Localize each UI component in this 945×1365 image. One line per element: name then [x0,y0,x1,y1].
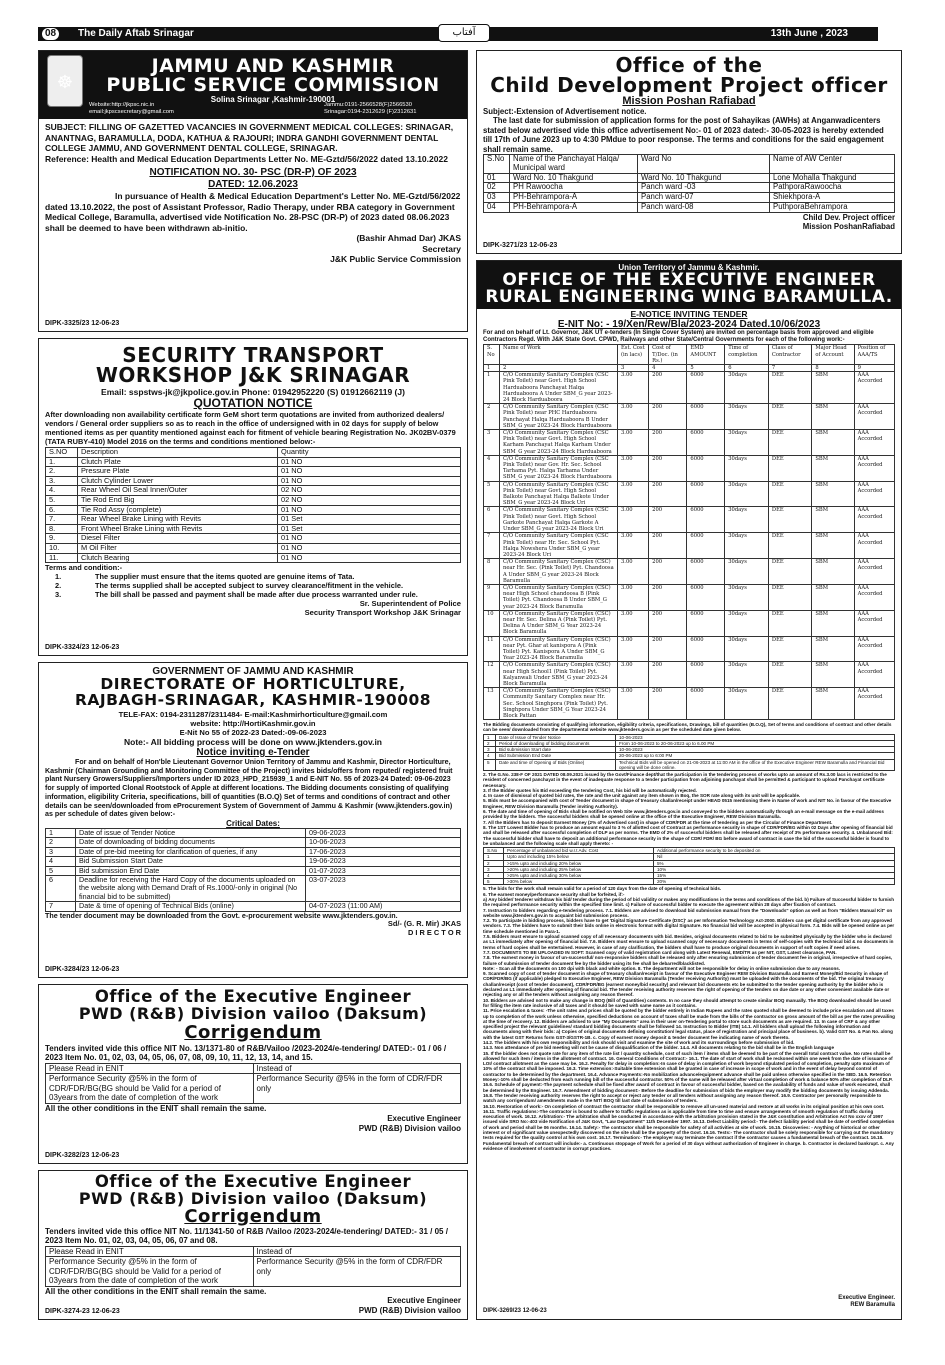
table-row: 5. Tie Rod End Big 02 NO [46,495,461,505]
critical-dates-title: Critical Dates: [226,818,280,828]
jkpsc-body: In pursuance of Health & Medical Education Department's Letter No. ME-Gztd/56/2022 dated 13.10.2022, the post of Assistant Professor, Radio Therapy, under RBA category in Government Medical College, Baramulla, advertised vide Notification No. 28-PSC (DR-P) of 2023 dated 08.06.2023 shall be deemed to have been withdrawn ab-initio. [45,191,461,233]
rew-clause: 7.7. DOCUMENTS TO BE UPLOADED IN SOFT: Scanned copy of valid registration card along with Latest Renewal, EMD/TR as per NIT, GST, Latest clearance, PAN. [483,949,837,955]
horti-note: Note:- All bidding process will be done on www.jktenders.gov.in [123,737,382,747]
rew-notice-title: E-NOTICE INVITING TENDER [630,309,748,319]
pwd2-signatory: Executive Engineer [387,1296,461,1305]
table-row: 03 PH-Behrampora-A Panch ward-07 Shiekhpora-A [484,193,895,203]
cdpo-title-3: Mission Poshan Rafiabad [622,95,756,107]
issue-date: 13th June , 2023 [770,28,848,39]
rew-clause: 8. The 1ST Lowest Bidder has to produce an amount equal to 3 % of allotted cost of Contract as performance security in shape of CDR/FDR/BG within 02 Days after opening of financial bid and shall be released after successful completion of DLP as per norms. The EMD of 2% of successful bidders shall be released after receipt of 3% performance security. 4. Unbalanced Bid: [483,824,893,836]
term-2: The terms supplied shall be accepted subject to survey clearance/fitment in the vehicle. [95,581,404,591]
table-row: 4 C/O Community Sanitary Complex (CSC Pink Toilet) near Gov. Hr. Sec. School Tarhama Pyt. Halqa Tarhama Under SBM_G year 2023-24 Block Harduaboora 3.00 200 6000 30days DEE SBM AAA Accorded [484,455,895,481]
jkpsc-notice [38,50,468,332]
pwd-corrigendum-2 [38,1170,468,1320]
rew-clause: 4. In case of dismissal of quoted bid rates, the rate and the unit against any item shown in Boq, the SOR rate along with its unit will be applicable. [483,793,801,799]
rew-clause: 7.2. To participate in bidding process, bidders have to get 'Digital Signature Certificate (DSC)' as per Information Technology Act-2000. Bidders can get digital certificate from any approved vendors. 7.3. The bidders have to submit their bids online in electronic format with digital Signature. No financial bid will be accepted in physical form. 7.4. Bids will be opened online as per time schedule mentioned in Para-1. [483,918,895,934]
works-table: S. No Name of Work Est. Cost (in lacs) Cost of T/Doc. (in Rs.) EMD AMOUNT Time of completion Class of Contractor Major Head of Account Position of AAA/TS 1 2 3 4 5 6 7 8 9 1 C/O Community Sanitary Complex (CSC Pink Toilet) near Govt. High School Harduaboora Panchayat Halqa Harduaboora A Under SBM_G year 2023-24 Block Harduaboora 3.00 200 6000 30days DEE SBM AAA Accorded 2 C/O Community Sanitary Complex (CSC Pink Toilet) near PHC Harduaboora Panchayat Halqa Harduaboora B Under SBM_G year 2023-24 Block Harduaboora 3.00 200 6000 30days DEE SBM AAA Accorded 3 C/O Community Sanitary Complex (CSC Pink Toilet) near Govt. High School Karham Panchayat Halqa Karham Under SBM_G year 2023-24 Block Harduaboora 3.00 200 6000 30days DEE SBM AAA Accorded 4 C/O Community Sanitary Complex (CSC Pink Toilet) near Gov. Hr. Sec. School Tarhama Pyt. Halqa Tarhama Under SBM_G year 2023-24 Block Harduaboora 3.00 200 6000 30days DEE SBM AAA Accorded 5 C/O Community Sanitary Complex (CSC Pink Toilet) near Govt. High School Balkote Panchayat Halqa Balkote Under SBM_G year 2023-24 Block Uri 3.00 200 6000 30days DEE SBM AAA Accorded 6 C/O Community Sanitary Complex (CSC Pink Toilet) near Govt. High School Garkote Panchayat Halqa Garkote A Under SBM_G year 2023-24 Block Uri 3.00 200 6000 30days DEE SBM AAA Accorded 7 C/O Community Sanitary Complex (CSC Pink Toilet) near Hr. Sec. School Pyt. Halqa Nowshera Under SBM_G year 2023-24 Block Uri 3.00 200 6000 30days DEE SBM AAA Accorded 8 C/O Community Sanitary Complex (CSC) near Hr. Sec. (Pink Toilet) Pyt. Chandoosa A Under SBM_G year 2023-24 Block Baramulla 3.00 200 6000 30days DEE SBM AAA Accorded 9 C/O Community Sanitary Complex (CSC) near High School chandoosa B (Pink Toilet) Pyt. Chandoosa B Under SBM_G year 2023-24 Block Baramulla 3.00 200 6000 30days DEE SBM AAA Accorded 10 C/O Community Sanitary Complex (CSC) near Hr. Sec. Delina A (Pink Toilet) Pyt. Delina A Under SBM_G Year 2023-24 Block Baramulla 3.00 200 6000 30days DEE SBM AAA Accorded 11 C/O Community Sanitary Complex (CSC) near Pyt. Ghar at kanispora A (Pink Toilet) Pyt. Kanispora A Under SBM_G Year 2023-24 Block Baramulla 3.00 200 6000 30days DEE SBM AAA Accorded 12 C/O Community Sanitary Complex (CSC) near High School1 (Pink Toilet) Pyt. Kalyanwali Under SBM_G year 2023-24 Block Baramulla 3.00 200 6000 30days DEE SBM AAA Accorded 13 C/O Community Sanitary Complex (CSC) Community Sanitary Complex near Hr. Sec. School Singhpora (Pink Toilet) Pyt. Singhpora Under SBM_G Year 2023-24 Block Pattan 3.00 200 6000 30days DEE SBM AAA Accorded [483,344,895,720]
critical-dates-table [45,828,461,912]
table-row: 6. Tie Rod Assy (complete) 01 NO [46,505,461,515]
dipk-code: DIPK-3284/23 12-06-23 [45,966,120,973]
horti-body: For and on behalf of Hon'ble Lieutenant Governor Union Territory of Jammu and Kashmir, Director Horticulture, Kashmir (Chairman Grounding and Monitoring Committee of the Project) invites bids/offers from reputed/ registered fruit plant Nursery Growers/Suppliers/Importers under ID 2023_HPD_215939_1 and E-NIT No. 55 of 2023-24 Dated: 09-06-2023 for supply of imported Clonal Rootstock of Apple at different locations. The Bidding documents consisting of qualifying information, eligibility Criteria, specifications, bill of quantities (B.O.Q) Set of terms and conditions of contract and other details can be seen/downloaded from eProcurement System of Government of Jammu & Kashmir (www.jktenders.gov.in) as per schedule of dates given below:- [45,758,453,819]
pwd1-table [45,1063,461,1104]
term-1: The supplier must ensure that the items quoted are genuine items of Tata. [95,572,355,582]
pwd1-office: PWD (R&B) Division vailoo [358,1123,461,1133]
col-est-cost: Est. Cost (in lacs) [618,345,649,365]
col-class: Class of Contractor [768,345,811,365]
table-row: 3 Date of pre-bid meeting for clarification of queries, if any 17-06-2023 [46,847,461,856]
col-panchayat: Name of the Panchayat Halqa/ Municipal ward [510,155,638,174]
col-aw-center: Name of AW Center [770,155,895,174]
col-sno: S.NO [46,448,78,458]
table-row: 3 >20% upto and including 25% below 10% [484,866,895,872]
horti-telefax: TELE-FAX: 0194-2311287/2311484- E-mail:Kashmirhorticulture@gmail.com [118,710,388,719]
jkpsc-designation: Secretary [422,243,461,254]
publication-name: The Daily Aftab Srinagar [78,28,194,39]
aw-center-table [483,154,895,213]
horti-signatory: Sd/- (G. R. Mir) JKAS [387,919,461,929]
cdpo-signatory: Child Dev. Project officer [802,212,895,222]
jkpsc-title-2: PUBLIC SERVICE COMMISSION [106,74,440,96]
pwd2-table [45,1246,461,1287]
table-row: 1 Date of issue of Tender Notice 09-06-2023 [46,828,461,837]
rew-title-1: OFFICE OF THE EXECUTIVE ENGINEER [502,270,876,290]
rew-clause: Note: - Scan all the documents on 100 dpi with black and white option. 8. The department will not be responsible for delay in online submission due to any reasons. [483,965,841,971]
col-name-of-work: Name of Work [500,345,618,365]
pwd-corrigendum-1 [38,984,468,1164]
newspaper-logo: آفتاب [438,24,490,42]
col-description: Description [78,448,278,458]
rew-clause: 15. If the bidder does not quote rate for any item of the rate list / quantity schedule, cost of such item / items shall be deemed to be part of the overall total contract value. No rates shall be allowed for such item / items in the allotment of contract. 16. General Conditions of Contract:- 16.1. The date of start of work shall be reckoned within one week from the date of issuance of LOI/ contract allotment as the case may be. 16.2. Penalty for delay in completion:-In case of delay in completion of work beyond stipulated period of completion, penalty upto maximum of 10% of the contract shall be imposed. 16.3. Time extension:-Suitable time extension shall be granted in case of increase in scope of work and in the event of delay beyond control of contractor to be determined by the department. 16.4. Advance Payments:-No mobilization advance/equipment advance shall be paid unless otherwise specified in the SBD. 16.5. Retention Money:-10% shall be deducted from each running bill of the successful contractor. 50% of the same will be released after virtual completion of work & balance 50% after completion of DLP. 16.6. Schedule of payment:-The payment schedule shall be fixed after award of contract in favour of successful bidder, based on the availability of funds and value of work executed, shall be determined by the Engineer. 16.7. Amendment of bidding document:- Before the deadline for submission of bids the employer may modify the bidding documents by issuing Addenda. 16.8. The tender receiving authority reserves the right to accept or reject any tender or all tenders without assigning any reason thereof. 16.9. Contractor per personally responsible to watch any corrigendum/ amendments made in the NIT/ BOQ till last date of submission of tenders. [483,1050,893,1104]
cdpo-office: Mission PoshanRafiabad [802,222,895,232]
table-row: 5 C/O Community Sanitary Complex (CSC Pink Toilet) near Govt. High School Balkote Panchayat Halqa Balkote Under SBM_G year 2023-24 Block Uri 3.00 200 6000 30days DEE SBM AAA Accorded [484,481,895,507]
table-row: 7 C/O Community Sanitary Complex (CSC Pink Toilet) near Hr. Sec. School Pyt. Halqa Nowshera Under SBM_G year 2023-24 Block Uri 3.00 200 6000 30days DEE SBM AAA Accorded [484,533,895,559]
rew-terms [477,722,901,1151]
table-row: 12 C/O Community Sanitary Complex (CSC) near High School1 (Pink Toilet) Pyt. Kalyanwali Under SBM_G year 2023-24 Block Baramulla 3.00 200 6000 30days DEE SBM AAA Accorded [484,662,895,688]
jkpsc-office: J&K Public Service Commission [330,254,461,264]
table-row: 11 C/O Community Sanitary Complex (CSC) near Pyt. Ghar at kanispora A (Pink Toilet) Pyt. Kanispora A Under SBM_G Year 2023-24 Block Baramulla 3.00 200 6000 30days DEE SBM AAA Accorded [484,636,895,662]
table-row: 02 PH Rawoocha Panch ward -03 PathporaRawoocha [484,183,895,193]
table-row: 2 Period of downloading of bidding documents From 10-06-2023 to 20-06-2023 up to 6.00 PM [484,740,895,746]
table-row: 8. Front Wheel Brake Lining with Revits 01 Set [46,524,461,534]
table-row: 3 C/O Community Sanitary Complex (CSC Pink Toilet) near Govt. High School Karham Panchayat Halqa Karham Under SBM_G year 2023-24 Block Harduaboora 3.00 200 6000 30days DEE SBM AAA Accorded [484,430,895,456]
table-row: 2 C/O Community Sanitary Complex (CSC Pink Toilet) near PHC Harduaboora Panchayat Halqa Harduaboora B Under SBM_G year 2023-24 Block Harduaboora 3.00 200 6000 30days DEE SBM AAA Accorded [484,404,895,430]
dipk-code: DIPK-3325/23 12-06-23 [45,320,120,327]
dipk-code: DIPK-3324/23 12-06-23 [45,644,120,651]
rew-office: REW Baramulla [850,1302,895,1308]
pwd1-body: Tenders invited vide this office NIT No. 13/1371-80 of R&B/Vailoo /2023-2024/e-tendering/ DATED:- 01 / 06 / 2023 Item No. 01, 02, 03, 04, 05, 06, 07, 08, 09, 10, 11, 12, 13, 14, and 15. [45,1043,447,1062]
rew-clause: 7. Instruction to bidders regarding e-tendering process. 7.1. Bidders are advised to download bid submission manual from the "Downloads" option as well as from "Bidders Manual Kit" on website www.jktenders.gov.in to acquaint bid submission process. [483,907,893,918]
table-row: 1 C/O Community Sanitary Complex (CSC Pink Toilet) near Govt. High School Harduaboora Panchayat Halqa Harduaboora A Under SBM_G year 2023-24 Block Harduaboora 3.00 200 6000 30days DEE SBM AAA Accorded [484,372,895,404]
terms-list: 1. The supplier must ensure that the items quoted are genuine items of Tata. 2. The terms supplied shall be accepted subject to survey clearance/fitment in the vehicle. 3. The bill shall be passed and payment shall be made after due process warranted under rule. [55,572,418,600]
table-row: 6 Deadline for receiving the Hard Copy of the documents uploaded on the website along with Demand Draft of Rs.1000/-only in original (No financial bid to be submitted) 03-07-2023 [46,875,461,901]
table-row: 04 PH-Behrampora-A Panch ward-08 PuthporaBehrampora [484,203,895,213]
col-instead-of: Instead of [253,1246,461,1257]
pwd2-title-1: Office of the Executive Engineer [94,1172,412,1191]
table-row: 3 Bid submission Start date 10-06-2023 [484,747,895,753]
table-row: 2. Pressure Plate 01 NO [46,467,461,477]
horti-enit: E-Nit No 55 of 2022-23 Dated:-09-06-2023 [179,728,327,737]
rew-clause: 5. Bids must be accompanied with cost of Tender document in shape of treasury challan/receipt under HEAD 0515 mentioning there in Name of work and NIT No. in favour of the Executive Engineer, REW Division Baramulla (Tender inviting Authority). [483,798,892,809]
table-row: 5 >30% below 20% [484,879,895,885]
col-sno: S. No [484,345,500,365]
cdpo-title-2: Child Development Project officer [490,73,888,97]
dipk-code: DIPK-3269/23 12-06-23 [483,1308,547,1314]
rew-clause: 16.10. Restoration of work:- On completion of contract the contractor shall be responsible to remove all un-used material and restore at all works in its original position at his own cost. 16.11. Traffic regulations:-The contractor is bound to adhere to traffic regulations as is applicable from time to time and ensure arrangements of smooth regulation of traffic during execution of work. 16.12. Arbitration:- The arbitration shall be conducted in accordance with the arbitration provision stated in the J&K constitution and Arbitration Act No xxxv of 1997 issued vide SRO No:-403 vide Notification of J&K Govt, "Law Department" 11th December 1997. 16.13. Defect Liability period:- The defect liability period shall be date of certified completion of work and period shall be 06 months. 16.14. Safety:- The contractor shall be responsible for safety of all activities at site of work. 16.15. Discoveries: - Anything of historical or other interest or of significant value unexpectedly discovered on the site shall be the property of the Govt. 16.16. Tests:- The contractor shall be solely responsible for carrying out the mandatory tests required for the quality control at his own cost. 16.17. Termination:- The employer may terminate the contract if the contractor causes a fundamental breach of the contract. 16.18. Fundamental breach of contract will include:- a. Continuous stoppage of Work for a period of 30 days without authorization of Engineer in charge. b. Contractor is declared bankrupt. c. Any evidence of involvement of contractor in corrupt practices. [483,1103,895,1151]
table-row: 10 C/O Community Sanitary Complex (CSC) near Hr. Sec. Delina A (Pink Toilet) Pyt. Delina A Under SBM_G Year 2023-24 Block Baramulla 3.00 200 6000 30days DEE SBM AAA Accorded [484,610,895,636]
cdpo-subject: Subject:-Extension of Advertisement notice. [483,107,647,116]
horti-designation: D I R E C T O R [408,927,461,937]
term-3: The bill shall be passed and payment shall be made after due process warranted under rule. [95,590,418,600]
table-row: 4 Bid Submission Start Date 19-06-2023 [46,857,461,866]
rew-clause: 7. All the Bidders has to deposit Earnest Money (2% of Advertised cost) in shape of CDR/FDR at the time of tendering as per the Circular of Finance Department. [483,819,833,825]
table-row: 3. Clutch Cylinder Lower 01 NO [46,476,461,486]
horti-website: website: http://HortiKashmir.gov.in [190,719,316,728]
rew-dates-table [483,734,895,771]
security-title-1: SECURITY TRANSPORT [122,343,384,367]
pwd1-signatory: Executive Engineer [387,1113,461,1123]
jkpsc-phone-srinagar: Srinagar:0194-2312629 (F)2312631 [324,108,417,115]
table-row: 2 Date of downloading of bidding documents 10-06-2023 [46,838,461,847]
table-row: 6 C/O Community Sanitary Complex (CSC Pink Toilet) near Govt. High School Garkote Panchayat Halqa Garkote A Under SBM_G year 2023-24 Block Uri 3.00 200 6000 30days DEE SBM AAA Accorded [484,507,895,533]
col-instead-of: Instead of [253,1063,461,1074]
table-row: 7. Rear Wheel Brake Lining with Revits 01 Set [46,515,461,525]
table-row: 4 >25% upto and including 30% below 15% [484,872,895,878]
dipk-code: DIPK-3282/23 12-06-23 [45,1152,120,1159]
unbalanced-bid-table: S.No Percentage of unbalanced bid w.r.t Adv. Cost Additional performance security to be deposited on 1 Upto and including 15% below Nil 2 >15% upto and including 20% below 5% 3 >20% upto and including 25% below 10% 4 >25% upto and including 30% below 15% 5 >30% below 20% [483,847,895,885]
security-body: After downloading non availability certificate form GeM short term quotations are invited from authorized dealers/ vendors / General order suppliers so as to reach in the office of undersigned with in 02 days for supply of below mentioned items as per quantity mentioned against each for fitment of vehicle bearing Registration No. JK02BV-0379 (TATA RUBY-410) Model 2016 on the terms and conditions mentioned below:- [45,410,456,446]
horti-notice-title: Notice inviting e-Tender [196,747,310,758]
table-row: 4 Bid Submission End Date 20-06-2023 up to 6:00 PM [484,753,895,759]
rew-clause: 2. The G.No. 238-F OF 2021 DATED 08.09.2021 issued by the Govt/Finance dept/that the participation in the tendering process of works upto an amount of Rs.3.00 lacs is restricted to the resident of concerned panchayat in the event of inadequate response to a tender participation from adjoining panchayat shall be permitted & participant to upload Panchayat certificate necessary. [483,772,887,788]
rew-title-2: RURAL ENGINEERING WING BARAMULLA. [485,287,893,307]
table-row: 5 Bid submission End Date 01-07-2023 [46,866,461,875]
rew-enit: E-NIT No: - 19/Xen/Rew/Bla/2023-2024 Dated.10/06/2023 [557,319,821,330]
pwd2-office: PWD (R&B) Division vailoo [358,1306,461,1315]
jkpsc-website: Website:http://jkpsc.nic.in [89,102,155,108]
rew-clause: 5. The bids for the work shall remain valid for a period of 120 days from the date of opening of technical bids. [483,886,722,892]
rew-clause: The successful bidder shall have to deposit an additional performance security in the shape of CDR/ FDR/ BG before award of contract in case the bid of the successful bidder is found to be unbalanced and the following scale shall apply thereto: - [483,835,890,846]
horticulture-notice [38,662,468,978]
rew-ut: Union Territory of Jammu & Kashmir. [618,263,760,272]
quotation-notice-title: QUOTATION NOTICE [193,396,313,410]
table-row: 7 Date & time of opening of Technical Bids (online) 04-07-2023 (11:00 AM) [46,902,461,911]
rew-clause: 6. The date and time of opening of Bids shall be notified on Web Site www.jktenders.gov.in and conveyed to the bidders automatically through an e-mail message on the e-mail address provided by the bidders. The successful bidders shall be opened online at the office of the Executive Engineer, REW Division Baramulla. [483,809,884,820]
jkpsc-email: email:jkpscsecretary@gmail.com [89,108,174,115]
table-row: 01 Ward No. 10 Thakgund Ward No. 10 Thakgund Lone Mohalla Thakgund [484,173,895,183]
table-row: Performance Security @5% in the form of CDR/FDR/BG(BG should be Valid for a period of 03years from the date of completion of the work Performance Security @5% in the form of CDR/FDR only [46,1257,461,1287]
pwd1-title-2: PWD (R&B) Division vailoo (Daksum) [78,1003,428,1023]
emblem-icon: ☸ [47,55,83,107]
col-read-in-enit: Please Read in ENIT [46,1246,254,1257]
table-row: 10. M Oil Filter 01 NO [46,543,461,553]
security-title-2: WORKSHOP J&K SRINAGAR [95,363,411,387]
jkpsc-subject: SUBJECT: FILLING OF GAZETTED VACANCIES IN GOVERNMENT MEDICAL COLLEGES: SRINAGAR, ANANTNAG, BARAMULLA, DODA, KATHUA & RAJOURI; INDRA GANDHI GOVERNMENT DENTAL COLLEGE JAMMU, AND GOVERNMENT DENTAL COLLEGE, SRINAGAR. [45,122,454,153]
security-office: Security Transport Workshop J&K Srinagar [304,608,461,618]
horti-footer: The tender document may be downloaded from the Govt. e-procurement website www.jktenders.gov.in. [45,910,398,920]
pwd1-rest: All the other conditions in the ENIT shall remain the same. [45,1103,267,1113]
rew-signatory: Executive Engineer. [838,1295,895,1301]
table-row: 2 >15% upto and including 20% below 5% [484,860,895,866]
cdpo-title-1: Office of the [615,53,763,77]
table-row: 1 Upto and including 15% below Nil [484,854,895,860]
dipk-code: DIPK-3271/23 12-06-23 [483,242,558,249]
pwd1-title-1: Office of the Executive Engineer [94,987,412,1006]
jkpsc-reference: Reference: Health and Medical Education Departments Letter No. ME-Gztd/56/2022 dated 13.10.2022 [45,153,448,164]
table-row: 4. Rear Wheel Oil Seal Inner/Outer 02 NO [46,486,461,496]
cdpo-body: The last date for submission of application forms for the post of Sahayikas (AWHs) at Anganwadicenters stated below advertised vide this office advertisement No:- 01 of 2023 dated:- 30-05-2023 is hereby extended till 17th of June 2023 up to 4:30 PMdue to poor response. The terms and conditions for the said engagement shall remain same. [483,116,884,154]
table-row: 9. Diesel Filter 01 NO [46,534,461,544]
rew-clause: 9. Scanned copy of cost of tender document in shape of treasury challan/receipt in favour of the Executive Engineer REW Division Baramulla and Earnest Money/Bid Security in shape of CDR/FDR/BG (if applicable) pledged to Executive Engineer, REW Division Baramulla (Tender receiving Authority) must be uploaded with the documents of the bid. The original treasury challan/receipt (cost of tender document), CDR/FDR/BG (earnest money/bid security) and relevant bid documents etc be submitted to the tender opening authority by the bidder who is declared as L1 immediately after opening of financial bid. The tender receiving authority reserves the right of opening of the tenders on due date or any other convenient available date or rejecting any or all the tenders without assigning any reason thereof. [483,971,890,998]
rew-note-1: The Bidding documents consisting of qualifying information, eligibility criteria, specifications, Drawings, bill of quantities (B.O.Q), Set of terms and conditions of contract and other details can be seen/ downloaded from the departmental website www.jktenders.gov.in as per the scheduled date given below. [483,722,892,733]
table-row: 9 C/O Community Sanitary Complex (CSC) near High School chandoosa B (Pink Toilet) Pyt. Chandoosa B Under SBM_G year 2023-24 Block Baramulla 3.00 200 6000 30days DEE SBM AAA Accorded [484,584,895,610]
pwd1-corrigendum: Corrigendum [184,1021,322,1043]
table-row: Performance Security @5% in the form of CDR/FDR/BG(BG should be Valid for a period of 03years from the date of completion of the work Performance Security @5% in the form of CDR/FDR only [46,1074,461,1104]
jkpsc-banner [39,51,467,119]
rew-clause: 7.8. The earnest money in favour of un-successful/ non-responsive bidders shall be released only after ensuring submission of tender document fee in original, irrespective of hard copies, failure of submission of tender document fee by the bidder using its fee shall be debarred/blacklisted. [483,955,893,966]
horti-gov: GOVERNMENT OF JAMMU AND KASHMIR [152,666,354,677]
table-row: 11. Clutch Bearing 01 NO [46,553,461,563]
jkpsc-notification-no: NOTIFICATION NO. 30- PSC (DR-P) OF 2023 [149,167,357,178]
horti-title-2: RAJBAGH-SRINAGAR, KASHMIR-190008 [74,690,432,709]
rew-clause: 6. The earnest money/performance security shall be forfeited, if:- [483,891,625,897]
col-cost-tdoc: Cost of T/Doc. (in Rs.) [649,345,687,365]
horti-title-1: DIRECTORATE OF HORTICULTURE, [100,675,406,693]
pwd2-title-2: PWD (R&B) Division vailoo (Daksum) [78,1188,428,1208]
col-time: Time of completion [725,345,769,365]
rew-clause: 11. Price escalation & taxes: -The unit rates and prices shall be quoted by the bidder entirely in Indian Rupees and the rates quoted shall be deemed to include price escalation and all taxes up to completion of the work unless otherwise, specified deductions on account of taxes shall be made from the bills of the contractor on gross amount of the bill as per the rates prevailing at the time of recovery. 12. Bidders are advised to use "My Documents" area in their user on-Tendering portal to store such documents as are required. 13. In case of CRF & any other specified project the relevant guidelines/ standard bidding documents shall be followed 14. Instruction to Bidder (ITB) 14.1. All bidders shall upload the following information and documents along with their bids: a) Copies of original documents defining constitution/ legal status, place of registration and principal place of business. b). Valid GST No. & Pan No. along with the latest GST Returns form GST-3/GSTR-1B. c. Copy of earnest money deposit & tender document fee indicating name of work thereto. [483,1008,895,1040]
rew-clause: a) Any bidder/ tenderer withdraw his bid/ tender during the period of bid validity or makes any modifications in the terms and conditions of the bid. b) Failure of Successful bidder to furnish the required performance security within the specified time limit. c) Failure of successful bidder to execute the agreement within 28 days after fixation of contract. [483,896,895,908]
col-sno: S.No [484,155,510,174]
rew-intro: For and on behalf of Lt. Governor, J&K UT e-tenders (In Single Cover System) are invited on percentage basis from approved and eligible Contractors Regd. With J&K State Govt. CPWD, Railways and other State/Central Governments for each of the following work:- [483,330,874,344]
col-ward: Ward No [638,155,770,174]
col-position: Position of AAA/TS [854,345,894,365]
rew-clause: 14.2. The bidders with his own responsibility and risk should visit and examine the site of work and its surroundings before submission of bid. [483,1039,795,1045]
cdpo-notice [476,50,902,254]
rew-clause: 14.3. Non attendance of pre bid meeting will not be cause of disqualification of the bidder. 14.4. All documents relating to the bid shall be in the English language [483,1045,835,1051]
jkpsc-signatory: (Bashir Ahmad Dar) JKAS [356,233,461,243]
terms-title: Terms and condition:- [45,563,123,573]
security-transport-notice [38,338,468,656]
pwd2-body: Tenders invited vide this office NIT No. 11/1341-50 of R&B /Vailoo /2023-2024/e-tendering/ DATED:- 31 / 05 / 2023 Item No. 01, 02, 03, 04, 05, 06, 07 and 08. [45,1226,448,1245]
page-number: 08 [42,28,59,40]
col-emd: EMD AMOUNT [687,345,725,365]
items-table [45,447,461,563]
pwd2-corrigendum: Corrigendum [184,1205,322,1227]
col-major-head: Major Head of Account [812,345,854,365]
security-contact: Email: sspstws-jk@jkpolice.gov.in Phone: 01942952220 (S) 01912662119 (J) [101,387,405,397]
rew-clause: 3. If the Bidder quotes his Bid exceeding the tendering Cost, his bid will be automatically rejected. [483,787,697,793]
rew-tender-notice [476,260,902,1320]
pwd2-rest: All the other conditions in the ENIT shall remain the same. [45,1286,267,1296]
jkpsc-phone-jammu: Jammu:0191-2566528(F)2566530 [324,102,412,108]
table-row: 8 C/O Community Sanitary Complex (CSC) near Hr. Sec. (Pink Toilet) Pyt. Chandoosa A Under SBM_G year 2023-24 Block Baramulla 3.00 200 6000 30days DEE SBM AAA Accorded [484,559,895,585]
jkpsc-notification-date: DATED: 12.06.2023 [208,179,298,190]
table-row: 13 C/O Community Sanitary Complex (CSC) Community Sanitary Complex near Hr. Sec. School Singhpora (Pink Toilet) Pyt. Singhpora Under SBM_G Year 2023-24 Block Pattan 3.00 200 6000 30days DEE SBM AAA Accorded [484,688,895,720]
security-signatory: Sr. Superintendent of Police [359,599,461,609]
rew-banner [477,261,901,309]
rew-clause: 10. Bidders are advised not to make any change in BOQ (Bill of Quantities) contents. In no case they should attempt to create similar BOQ manually. The BOQ downloaded should be used for filling the item rate inclusive of all taxes and it should be saved with same name as it contains. [483,997,891,1008]
table-row: 1 Date of Issue of Tender Notice 10-06-2023 [484,734,895,740]
jkpsc-title-1: JAMMU AND KASHMIR [151,55,395,77]
rew-clause: 7.5. Bidders must ensure to upload scanned copy of all necessary documents with bid. Besides, original documents related to bid to be submitted physically by the bidder who is declared as L1 immediately after opening of financial bid. 7.6. Bidders must ensure to upload scanned copy of necessary documents in terms of self-copies with the technical bid & no documents in terms of hard copies shall be entertained. However, in case of any clarification, the bidders shall have to produce original documents in support of soft copies if need arises. [483,934,894,950]
col-read-in-enit: Please Read in ENIT [46,1063,254,1074]
col-quantity: Quantity [278,448,461,458]
dipk-code: DIPK-3274-23 12-06-23 [45,1308,120,1315]
newspaper-header [38,0,878,40]
table-row: 1. Clutch Plate 01 NO [46,457,461,467]
jkpsc-address: Solina Srinagar ,Kashmir-190001 [210,95,336,104]
table-row: 5 Date and time of Opening of Bids (Online) Technical Bids will be opened on 21-06-2023 at 11:00 AM in the office of the Executive Engineer REW Baramulla and Financial Bid opening will be done online. [484,759,895,770]
